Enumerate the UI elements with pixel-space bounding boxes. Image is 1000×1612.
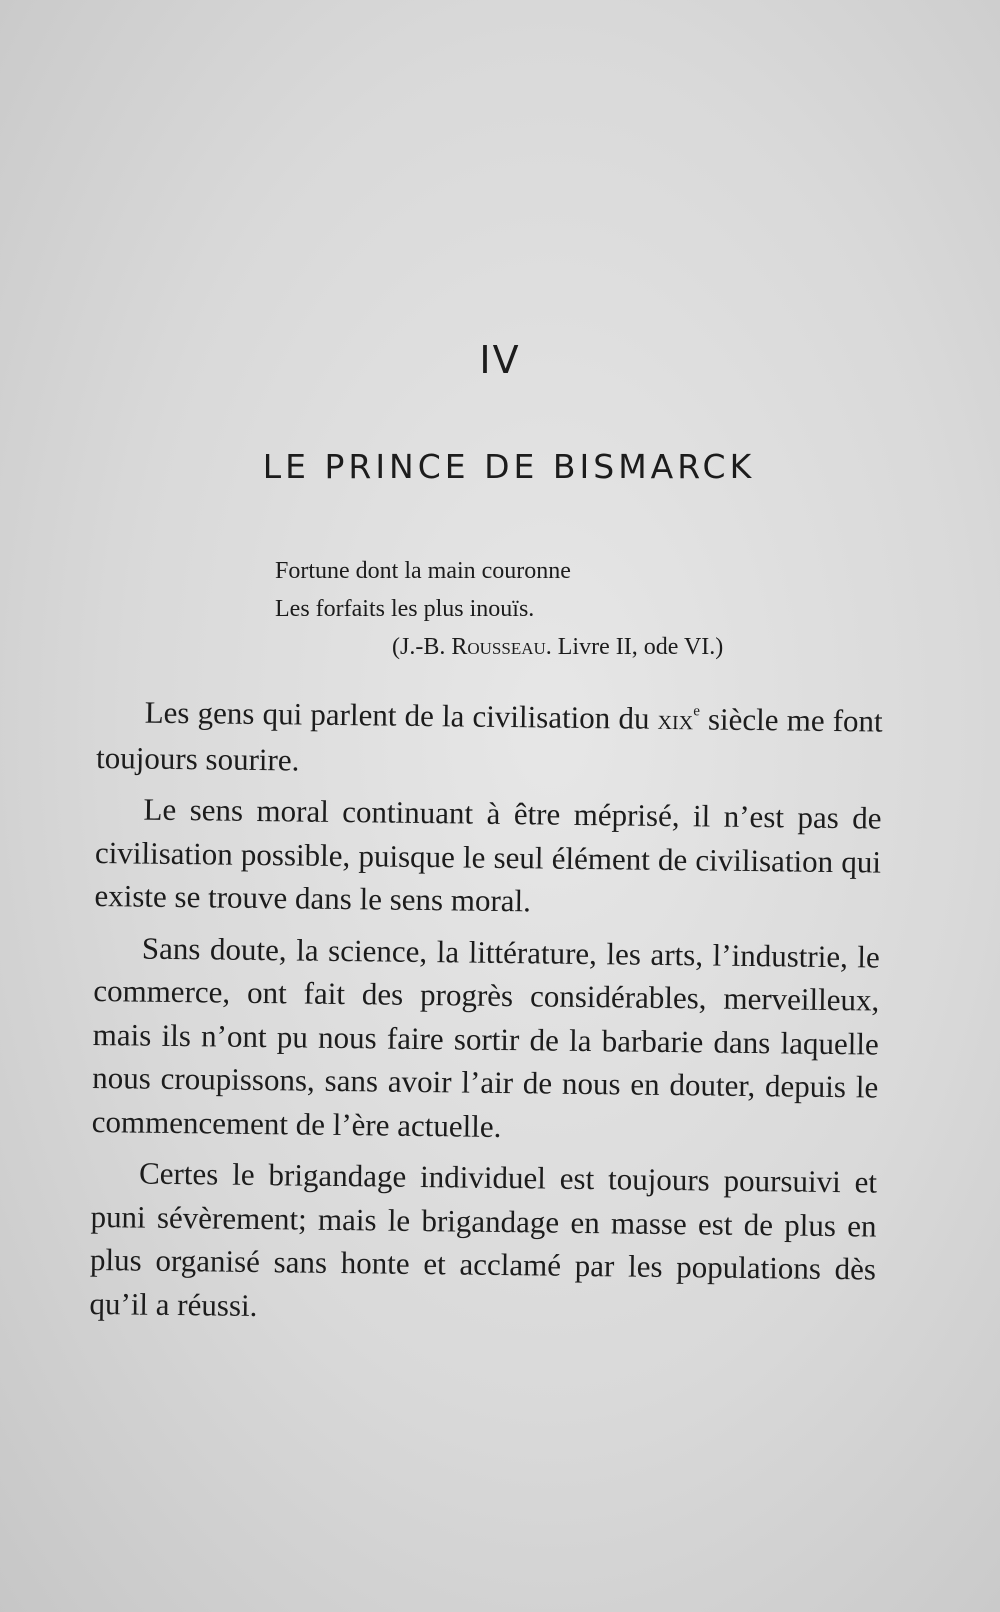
citation-open: (J.-B.: [392, 634, 452, 660]
epigraph-line-2: Les forfaits les plus inouïs.: [275, 596, 535, 622]
epigraph: [275, 552, 875, 666]
paragraph-1-lead: Les gens qui parlent de la civilisation du: [144, 694, 658, 736]
body-text: [89, 690, 883, 1343]
paragraph-4: Certes le brigandage individuel est toujours poursuivi et puni sévèrement; mais le brigandage en masse est de plus en plus organisé sans honte et acclamé par les populations dès qu’il a réussi.: [89, 1155, 878, 1323]
paragraph-1-rest: siècle me font toujours sourire.: [95, 701, 883, 777]
paragraph-1: [96, 690, 883, 789]
chapter-title: LE PRINCE DE BISMARCK: [262, 447, 756, 486]
citation-rest: . Livre II, ode VI.): [545, 634, 724, 660]
epigraph-line-1: Fortune dont la main couronne: [275, 558, 571, 584]
paragraph-3: Sans doute, la science, la littérature, les arts, l’industrie, le commerce, ont fait des progrès considérables, merveilleux, mais ils n’ont pu nous faire sortir de la barbarie dans laquelle nous croupissons, sans avoir l’air de nous en douter, depuis le commencement de l’ère actuelle.: [91, 930, 881, 1144]
century-superscript: e: [693, 703, 701, 720]
chapter-number: IV: [479, 338, 521, 382]
epigraph-citation: [275, 628, 875, 666]
citation-author: Rousseau: [451, 634, 546, 660]
paragraph-2: Le sens moral continuant à être méprisé, il n’est pas de civilisation possible, puisque le seul élément de civilisation qui existe se trouve dans le sens moral.: [94, 791, 882, 919]
century-numeral: xix: [657, 704, 694, 737]
